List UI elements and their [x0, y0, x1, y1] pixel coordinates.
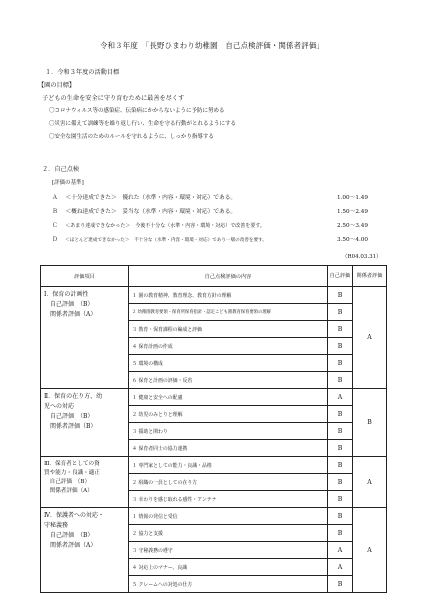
self-score: B [328, 491, 353, 508]
self-score: B [328, 338, 353, 355]
self-score: B [328, 474, 353, 491]
header-content: 自己点検評価の内容 [129, 266, 328, 287]
self-score: B [328, 355, 353, 372]
criteria-range: 1.50～2.49 [337, 209, 369, 215]
section1-heading: １．令和３年度の活動目標 [45, 69, 120, 76]
item-cell: ３ 教育・保育課程の編成と評価 [129, 321, 328, 338]
self-score: B [328, 576, 353, 593]
evaluation-date: （R04.03.31） [342, 254, 382, 260]
related-score: A [353, 508, 387, 593]
self-score: A [328, 559, 353, 576]
category-cell: Ⅲ．保育者としての資 質や能力・良識・適正 自己評価 （B） 関係者評価（A） [41, 457, 129, 508]
self-score: B [328, 304, 353, 321]
criteria-range: 2.50～3.49 [337, 223, 369, 229]
item-cell: ３ 守秘義務の遵守 [129, 542, 328, 559]
related-score: B [353, 389, 387, 457]
item-cell: ６ 保育と計画の評価・反省 [129, 372, 328, 389]
goal-label: 【園の目標】 [38, 82, 76, 89]
criteria-row-b [52, 206, 236, 215]
self-score: B [328, 525, 353, 542]
goal-bullet: 〇コロナウィルス等の感染症、伝染病にかからないように予防に努める [49, 108, 225, 114]
header-self: 自己評価 [328, 266, 353, 287]
table-row [41, 508, 387, 525]
item-cell: ４ 保育者同士の協力連携 [129, 440, 328, 457]
criteria-grade: Ｂ [52, 209, 58, 215]
item-cell: １ 情報の発信と受信 [129, 508, 328, 525]
item-cell: １ 健康と安全への配慮 [129, 389, 328, 406]
item-cell: １ 専門家としての能力・良識・品格 [129, 457, 328, 474]
criteria-text: ＜ほとんど達成できなかった＞ 不十分な（水準・内容・環境・対応）であり一層の改善を要す。 [65, 238, 267, 243]
criteria-text: ＜十分達成できた＞ 優れた（水準・内容・環境・対応）である。 [65, 195, 237, 201]
item-cell: ３ 幸わりを感じ取れる感性・アンテナ [129, 491, 328, 508]
item-cell: ５ 環境の構成 [129, 355, 328, 372]
criteria-label: [評価の基準] [52, 180, 84, 186]
section2-heading: ２．自己点検 [42, 166, 80, 173]
category-cell: Ⅱ．保育の在り方、幼 児への対応 自己評価 （B） 関係者評価（B） [41, 389, 129, 457]
table-row [41, 287, 387, 304]
table-row [41, 389, 387, 406]
goal-text: 子どもの生命を安全に守り育むために最善を尽くす [42, 95, 185, 102]
criteria-grade: Ｄ [52, 237, 58, 243]
item-cell: ２ 協力と支援 [129, 525, 328, 542]
goal-bullet: 〇安全な園生活のためのルールを守れるように、しっかり指導する [49, 134, 214, 140]
category-cell: Ⅰ．保育の計画性 自己評価 （B） 関係者評価（A） [41, 287, 129, 389]
self-score: B [328, 321, 353, 338]
header-related: 関係者評価 [353, 266, 387, 287]
header-category: 評価項目 [41, 266, 129, 287]
criteria-text: ＜あまり達成できなかった＞ 今後不十分な（水準・内容・環境・対応）で改善を要す。 [65, 223, 265, 229]
self-score: B [328, 406, 353, 423]
self-score: B [328, 372, 353, 389]
self-score: B [328, 423, 353, 440]
item-cell: ２ 組織の一員としての在り方 [129, 474, 328, 491]
self-score: B [328, 440, 353, 457]
related-score: A [353, 287, 387, 389]
criteria-row-a [52, 192, 236, 201]
table-row [41, 457, 387, 474]
criteria-grade: Ｃ [52, 223, 58, 229]
table-header-row [41, 266, 387, 287]
item-cell: ３ 援助と関わり [129, 423, 328, 440]
self-score: A [328, 389, 353, 406]
item-cell: ２ 幼稚園教育要領・保育所保育指針・認定こども園教育保育要領の理解 [129, 304, 328, 321]
item-cell: ４ 対応上のマナー、良識 [129, 559, 328, 576]
document-title: 令和３年度 「長野ひまわり幼稚園 自己点検評価・関係者評価」 [99, 41, 325, 50]
self-score: B [328, 287, 353, 304]
criteria-row-c [52, 220, 265, 229]
item-cell: ２ 幼児のみとりと理解 [129, 406, 328, 423]
category-cell: Ⅳ．保護者への対応・ 守秘義務 自己評価 （B） 関係者評価（A） [41, 508, 129, 593]
goal-bullet: 〇災害に備えて訓練等を繰り返し行い、生命を守る行動がとれるようにする [49, 121, 237, 127]
criteria-range: 1.00～1.49 [337, 195, 369, 201]
criteria-row-d [52, 234, 267, 243]
criteria-grade: Ａ [52, 195, 58, 201]
item-cell: ４ 保育計画の作成 [129, 338, 328, 355]
self-score: A [328, 542, 353, 559]
self-score: B [328, 457, 353, 474]
item-cell: ５ クレームへの対処の仕方 [129, 576, 328, 593]
criteria-range: 3.50～4.00 [337, 237, 369, 243]
evaluation-table [40, 265, 387, 593]
self-score: B [328, 508, 353, 525]
criteria-text: ＜概ね達成できた＞ 妥当な（水準・内容・環境・対応）である。 [65, 209, 237, 215]
related-score: A [353, 457, 387, 508]
item-cell: １ 園の教育精神、教育理念、教育方針の理解 [129, 287, 328, 304]
